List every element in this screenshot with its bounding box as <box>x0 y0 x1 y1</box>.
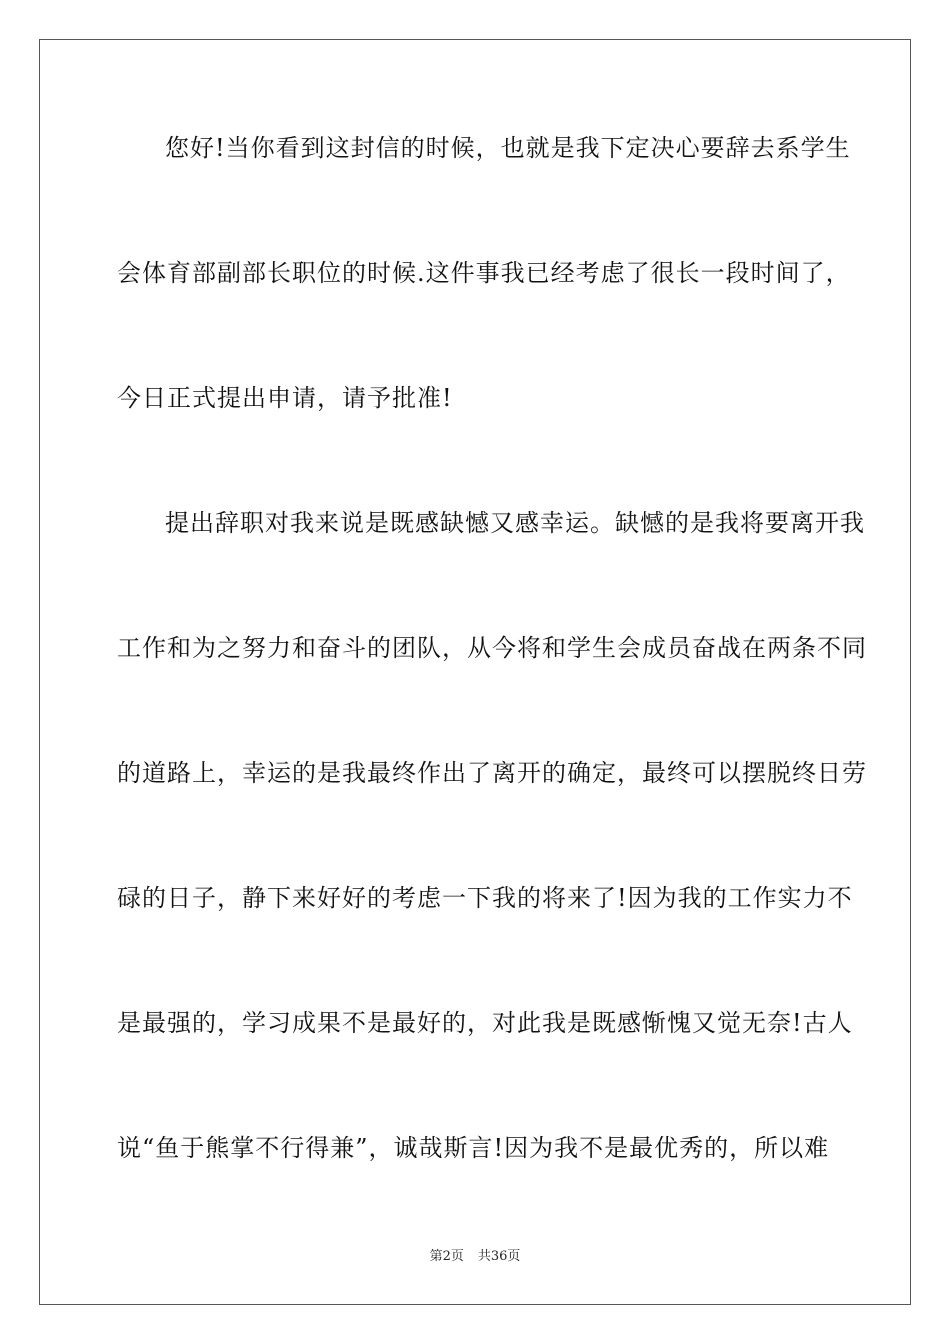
paragraph-line-1: 您好!当你看到这封信的时候，也就是我下定决心要辞去系学生 <box>165 134 851 162</box>
paragraph-line-7: 碌的日子，静下来好好的考虑一下我的将来了!因为我的工作实力不 <box>117 884 853 912</box>
page-border <box>39 39 911 1305</box>
paragraph-line-8: 是最强的，学习成果不是最好的，对此我是既感惭愧又觉无奈!古人 <box>117 1009 853 1037</box>
paragraph-line-5: 工作和为之努力和奋斗的团队，从今将和学生会成员奋战在两条不同 <box>117 634 867 662</box>
paragraph-line-6: 的道路上，幸运的是我最终作出了离开的确定，最终可以摆脱终日劳 <box>117 759 867 787</box>
paragraph-line-4: 提出辞职对我来说是既感缺憾又感幸运。缺憾的是我将要离开我 <box>165 509 865 537</box>
page-number: 第2页 <box>429 1249 464 1264</box>
page-total: 共36页 <box>477 1249 521 1264</box>
paragraph-line-2: 会体育部副部长职位的时候.这件事我已经考虑了很长一段时间了， <box>117 259 851 287</box>
paragraph-line-9: 说“鱼于熊掌不行得兼”，诚哉斯言!因为我不是最优秀的，所以难 <box>117 1134 830 1162</box>
paragraph-line-3: 今日正式提出申请，请予批准! <box>117 384 453 412</box>
page-footer <box>0 1248 950 1266</box>
